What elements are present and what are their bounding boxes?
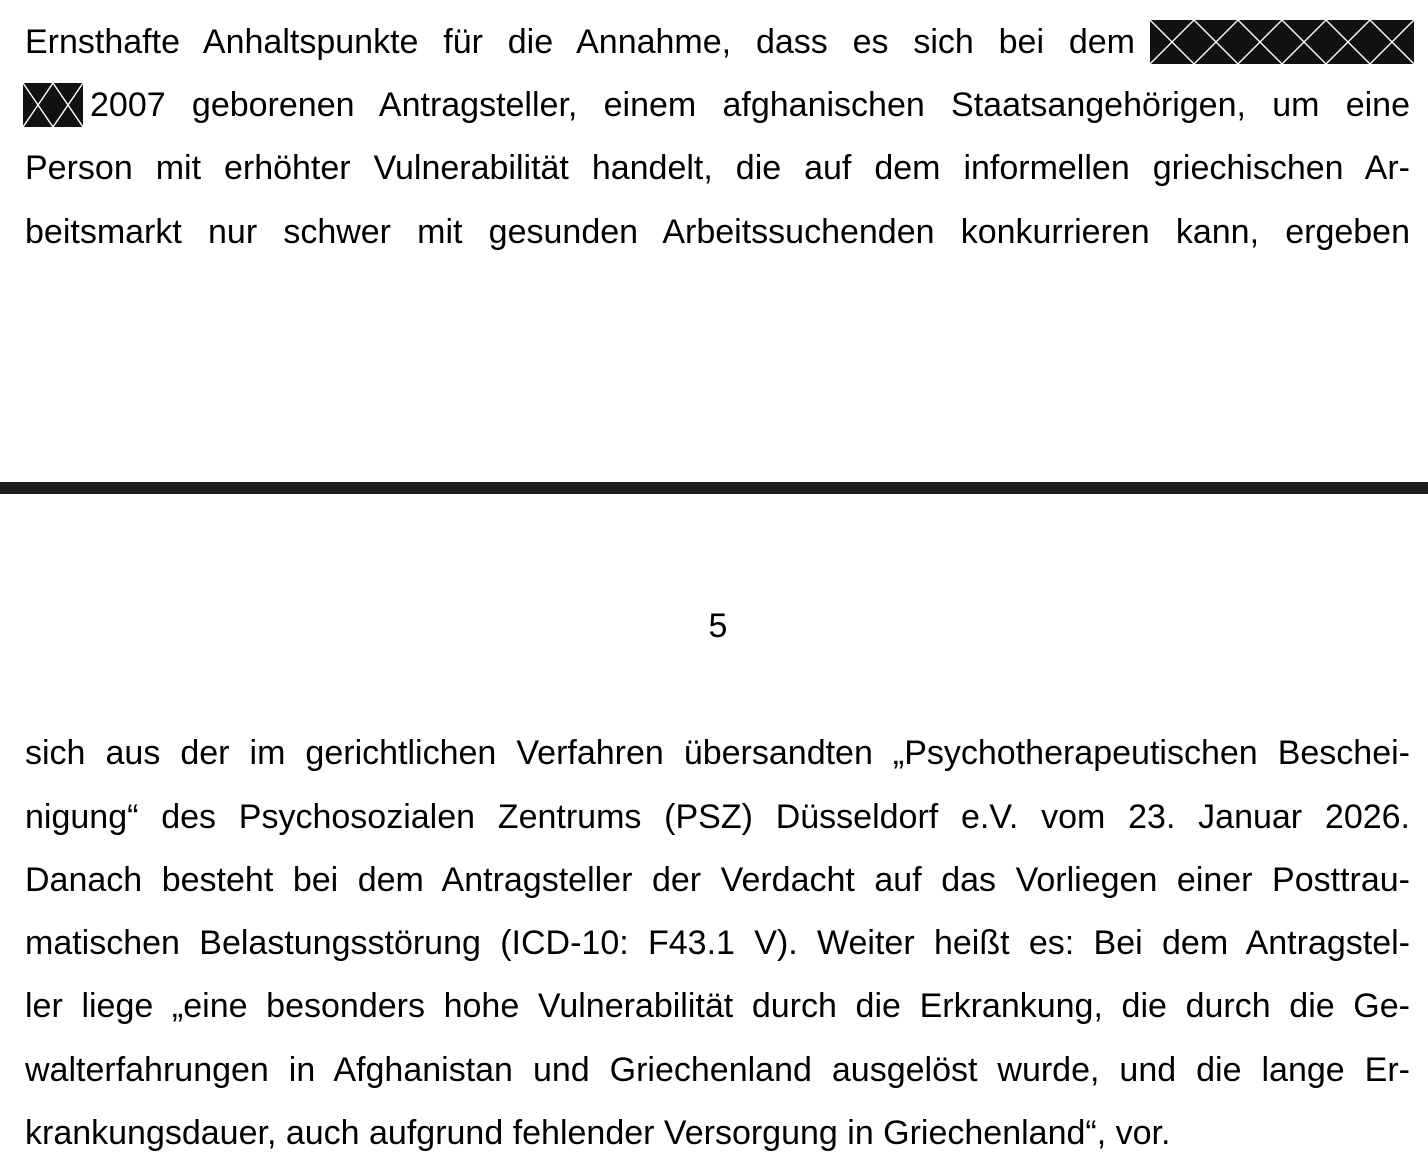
text-line: walterfahrungen in Afghanistan und Griechenland ausgelöst wurde, und die lange Er-	[25, 1051, 1410, 1089]
text-line: 2007 geborenen Antragsteller, einem afghanischen Staatsangehörigen, um eine	[90, 86, 1410, 124]
redaction-box	[23, 83, 83, 127]
text-line: krankungsdauer, auch aufgrund fehlender Versorgung in Griechenland“, vor.	[25, 1114, 1171, 1152]
text-line: Danach besteht bei dem Antragsteller der Verdacht auf das Vorliegen einer Posttrau-	[25, 861, 1410, 899]
text-line: ler liege „eine besonders hohe Vulnerabilität durch die Erkrankung, die durch die Ge-	[25, 987, 1410, 1025]
page-break-divider	[0, 482, 1428, 494]
text-line: beitsmarkt nur schwer mit gesunden Arbeitssuchenden konkurrieren kann, ergeben	[25, 213, 1410, 251]
page-number: 5	[708, 607, 728, 645]
text-line: nigung“ des Psychosozialen Zentrums (PSZ) Düsseldorf e.V. vom 23. Januar 2026.	[25, 798, 1410, 836]
text-line: sich aus der im gerichtlichen Verfahren übersandten „Psychotherapeutischen Beschei-	[25, 734, 1410, 772]
redaction-box	[1150, 20, 1414, 64]
text-line: Person mit erhöhter Vulnerabilität handelt, die auf dem informellen griechischen Ar-	[25, 149, 1410, 187]
text-line: matischen Belastungsstörung (ICD-10: F43.1 V). Weiter heißt es: Bei dem Antragstel-	[25, 924, 1410, 962]
text-line: Ernsthafte Anhaltspunkte für die Annahme, dass es sich bei dem	[25, 23, 1135, 61]
